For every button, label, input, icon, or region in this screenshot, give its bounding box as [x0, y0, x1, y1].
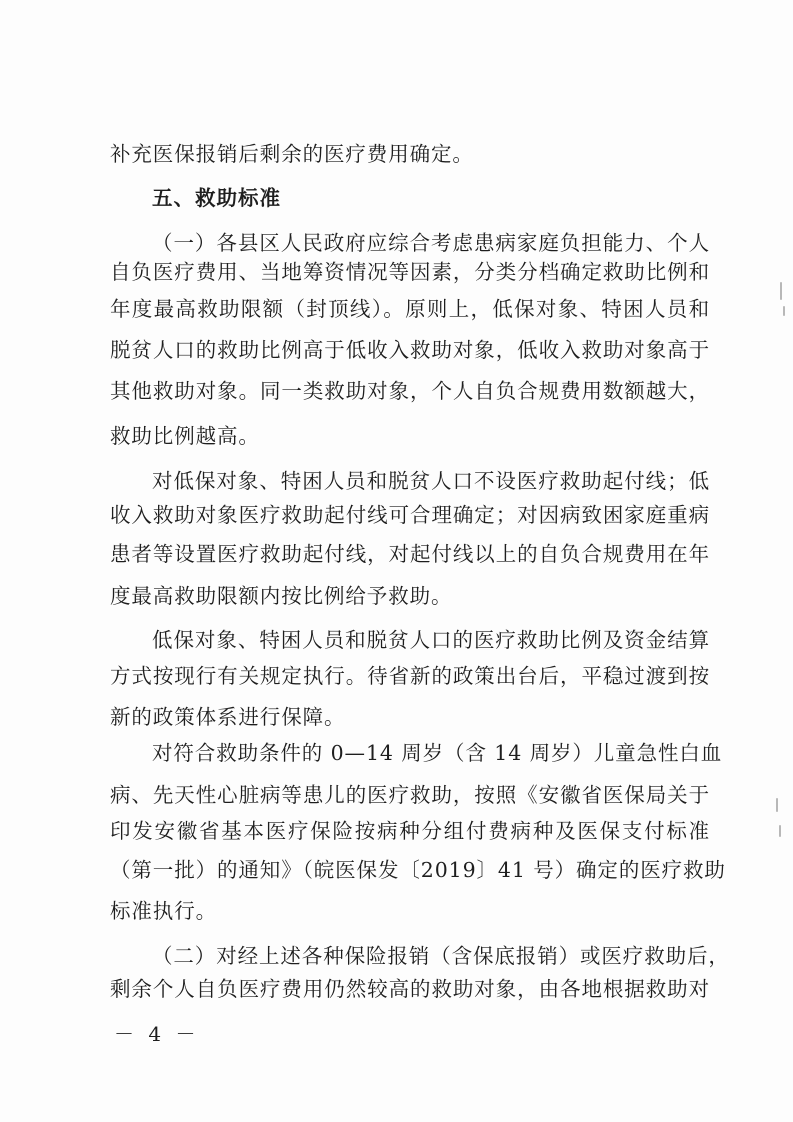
scan-mark [780, 282, 782, 300]
text-line-15: 新的政策体系进行保障。 [110, 705, 346, 729]
text-line-9: 对低保对象、特困人员和脱贫人口不设医疗救助起付线；低 [152, 469, 710, 493]
text-line-14: 方式按现行有关规定执行。待省新的政策出台后，平稳过渡到按 [110, 664, 710, 688]
text-line-17: 病、先天性心脏病等患儿的医疗救助，按照《安徽省医保局关于 [110, 783, 710, 807]
scan-mark [779, 825, 781, 837]
text-line-19: （第一批）的通知》（皖医保发〔2019〕41 号）确定的医疗救助 [110, 858, 726, 882]
text-line-11: 患者等设置医疗救助起付线，对起付线以上的自负合规费用在年 [110, 542, 710, 566]
scan-mark [776, 798, 778, 812]
text-line-16: 对符合救助条件的 0—14 周岁（含 14 周岁）儿童急性白血 [152, 741, 723, 765]
page-number: － 4 － [114, 1022, 200, 1046]
text-line-7: 其他救助对象。同一类救助对象，个人自负合规费用数额越大， [110, 379, 710, 403]
text-line-12: 度最高救助限额内按比例给予救助。 [110, 584, 453, 608]
text-line-20: 标准执行。 [110, 899, 217, 923]
text-line-3: （一）各县区人民政府应综合考虑患病家庭负担能力、个人 [152, 231, 710, 255]
text-line-1: 补充医保报销后剩余的医疗费用确定。 [110, 142, 474, 166]
text-line-5: 年度最高救助限额（封顶线）。原则上，低保对象、特困人员和 [110, 297, 710, 321]
scan-mark [783, 306, 785, 316]
text-line-18: 印发安徽省基本医疗保险按病种分组付费病种及医保支付标准 [110, 819, 710, 843]
text-line-6: 脱贫人口的救助比例高于低收入救助对象，低收入救助对象高于 [110, 338, 710, 362]
text-line-21: （二）对经上述各种保险报销（含保底报销）或医疗救助后， [152, 944, 730, 968]
text-line-8: 救助比例越高。 [110, 424, 260, 448]
text-line-13: 低保对象、特困人员和脱贫人口的医疗救助比例及资金结算 [152, 628, 710, 652]
section-heading-rescue-standard: 五、救助标准 [152, 186, 281, 210]
text-line-22: 剩余个人自负医疗费用仍然较高的救助对象，由各地根据救助对 [110, 977, 710, 1001]
text-line-10: 收入救助对象医疗救助起付线可合理确定；对因病致困家庭重病 [110, 503, 710, 527]
text-line-4: 自负医疗费用、当地筹资情况等因素，分类分档确定救助比例和 [110, 260, 710, 284]
